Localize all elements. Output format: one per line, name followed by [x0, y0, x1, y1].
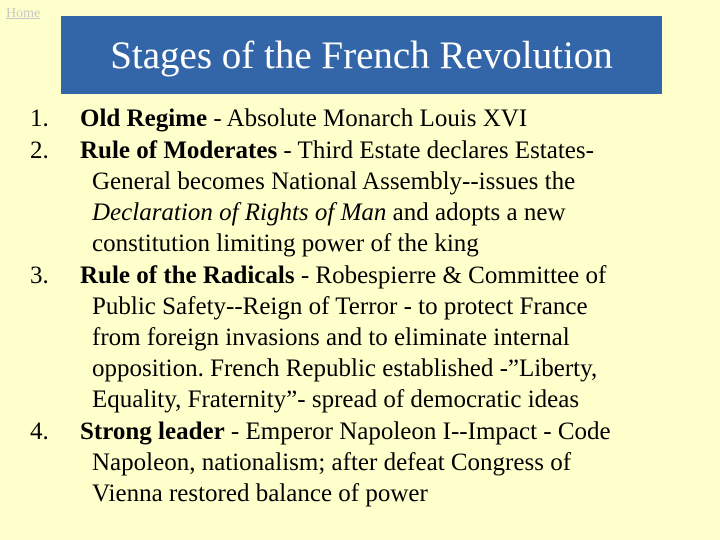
- stage-name: Strong leader: [80, 418, 225, 445]
- stage-line: [80, 416, 710, 447]
- stage-number: 1.: [30, 105, 49, 132]
- stage-description: Vienna restored balance of power: [92, 480, 428, 507]
- stage-item-strong-leader: [30, 416, 710, 509]
- stage-description: - Absolute Monarch Louis XVI: [207, 105, 528, 132]
- stage-description: opposition. French Republic established -”Liberty,: [92, 355, 598, 382]
- stage-line: [80, 197, 710, 228]
- stage-description: - Emperor Napoleon I--Impact - Code: [224, 418, 611, 445]
- stage-description: and adopts a new: [386, 199, 566, 226]
- stage-item-rule-of-radicals: [30, 260, 710, 415]
- stage-description: - Third Estate declares Estates-: [277, 137, 594, 164]
- slide-title: Stages of the French Revolution: [110, 33, 613, 77]
- stage-item-rule-of-moderates: [30, 135, 710, 259]
- stage-description: Equality, Fraternity”- spread of democratic ideas: [92, 386, 580, 413]
- stage-name: Old Regime: [80, 105, 208, 132]
- stage-line: [80, 103, 710, 134]
- stage-description: - Robespierre & Committee of: [294, 262, 607, 289]
- stage-description: from foreign invasions and to eliminate internal: [92, 324, 570, 351]
- stage-description: constitution limiting power of the king: [92, 230, 479, 257]
- stage-number: 3.: [30, 262, 49, 289]
- stages-list: [30, 103, 710, 510]
- stage-line: [80, 260, 710, 291]
- stage-number: 2.: [30, 137, 49, 164]
- stage-description: General becomes National Assembly--issues the: [92, 168, 576, 195]
- stage-line: [80, 135, 710, 166]
- stage-item-old-regime: [30, 103, 710, 134]
- stage-name: Rule of Moderates: [80, 137, 278, 164]
- document-title-italic: Declaration of Rights of Man: [92, 199, 387, 226]
- home-link[interactable]: Home: [6, 6, 41, 21]
- stage-description: Public Safety--Reign of Terror - to protect France: [92, 293, 588, 320]
- stage-description: Napoleon, nationalism; after defeat Congress of: [92, 449, 572, 476]
- title-banner: [61, 16, 662, 94]
- stage-number: 4.: [30, 418, 49, 445]
- stage-name: Rule of the Radicals: [80, 262, 295, 289]
